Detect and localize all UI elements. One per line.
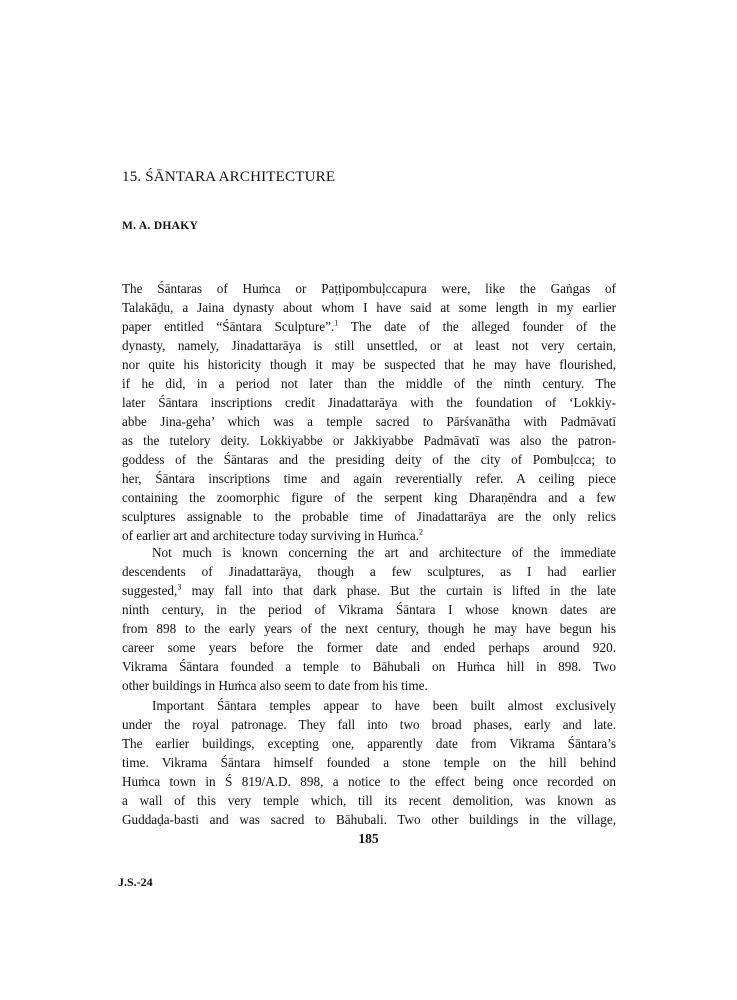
text-line: Huṁca town in Ś 819/A.D. 898, a notice to the effect being once recorded on	[122, 774, 616, 789]
text-line: time. Vikrama Śāntara himself founded a stone temple on the hill behind	[122, 755, 616, 770]
text-line: if he did, in a period not later than the middle of the ninth century. The	[122, 376, 616, 391]
text-line: The Śāntaras of Huṁca or Paṭṭipombuḷccapura were, like the Gaṅgas of	[122, 281, 616, 296]
text-line: goddess of the Śāntaras and the presiding deity of the city of Pombuḷcca; to	[122, 452, 616, 467]
paragraph-1	[122, 279, 616, 545]
footnote-marker: 1	[334, 318, 339, 328]
text-line: later Śāntara inscriptions credit Jinadattarāya with the foundation of ‘Lokkiy-	[122, 395, 616, 410]
text-line: nor quite his historicity though it may be suspected that he may have flourished,	[122, 357, 616, 372]
text-line: abbe Jina-geha’ which was a temple sacred to Pārśvanātha with Padmāvatī	[122, 414, 616, 429]
text-line: her, Śāntara inscriptions time and again reverentially refer. A ceiling piece	[122, 471, 616, 486]
text-line: Talakāḍu, a Jaina dynasty about whom I have said at some length in my earlier	[122, 300, 616, 315]
signature-mark: J.S.-24	[118, 875, 153, 889]
text-fragment: of earlier art and architecture today surviving in Huṁca.	[122, 528, 419, 543]
text-line: sculptures assignable to the probable time of Jinadattarāya are the only relics	[122, 509, 616, 524]
text-line: career some years before the former date and ended perhaps around 920.	[122, 640, 616, 655]
text-line: from 898 to the early years of the next century, though he may have begun his	[122, 621, 616, 636]
text-fragment: suggested,	[122, 583, 178, 598]
text-line: containing the zoomorphic figure of the serpent king Dharaṇēndra and a few	[122, 490, 616, 505]
text-line: descendents of Jinadattarāya, though a few sculptures, as I had earlier	[122, 564, 616, 579]
paragraph-2	[122, 543, 616, 695]
text-line: Vikrama Śāntara founded a temple to Bāhubali on Huṁca hill in 898. Two	[122, 659, 616, 674]
text-line: under the royal patronage. They fall into two broad phases, early and late.	[122, 717, 616, 732]
text-line: a wall of this very temple which, till its recent demolition, was known as	[122, 793, 616, 808]
text-line: Guddaḍa-basti and was sacred to Bāhubali. Two other buildings in the village,	[122, 812, 616, 827]
text-line	[122, 581, 616, 600]
text-line: Important Śāntara temples appear to have been built almost exclusively	[152, 698, 616, 713]
footnote-marker: 2	[418, 527, 423, 537]
text-line: dynasty, namely, Jinadattarāya is still unsettled, or at least not very certain,	[122, 338, 616, 353]
page-number: 185	[358, 831, 379, 846]
paragraph-3	[122, 696, 616, 829]
text-line: Not much is known concerning the art and architecture of the immediate	[152, 545, 616, 560]
text-line: The earlier buildings, excepting one, apparently date from Vikrama Śāntara’s	[122, 736, 616, 751]
chapter-title: 15. ŚĀNTARA ARCHITECTURE	[122, 169, 336, 185]
text-fragment: may fall into that dark phase. But the curtain is lifted in the late	[181, 583, 616, 598]
footnote-marker: 3	[177, 582, 182, 592]
text-line: ninth century, in the period of Vikrama Śāntara I whose known dates are	[122, 602, 616, 617]
author-name: M. A. DHAKY	[122, 220, 199, 232]
text-line: other buildings in Huṁca also seem to date from his time.	[122, 678, 428, 693]
text-fragment: paper entitled “Śāntara Sculpture”.	[122, 319, 335, 334]
text-line: as the tutelory deity. Lokkiyabbe or Jakkiyabbe Padmāvatī was also the patron-	[122, 433, 616, 448]
text-line	[122, 317, 616, 336]
text-fragment: The date of the alleged founder of the	[338, 319, 616, 334]
